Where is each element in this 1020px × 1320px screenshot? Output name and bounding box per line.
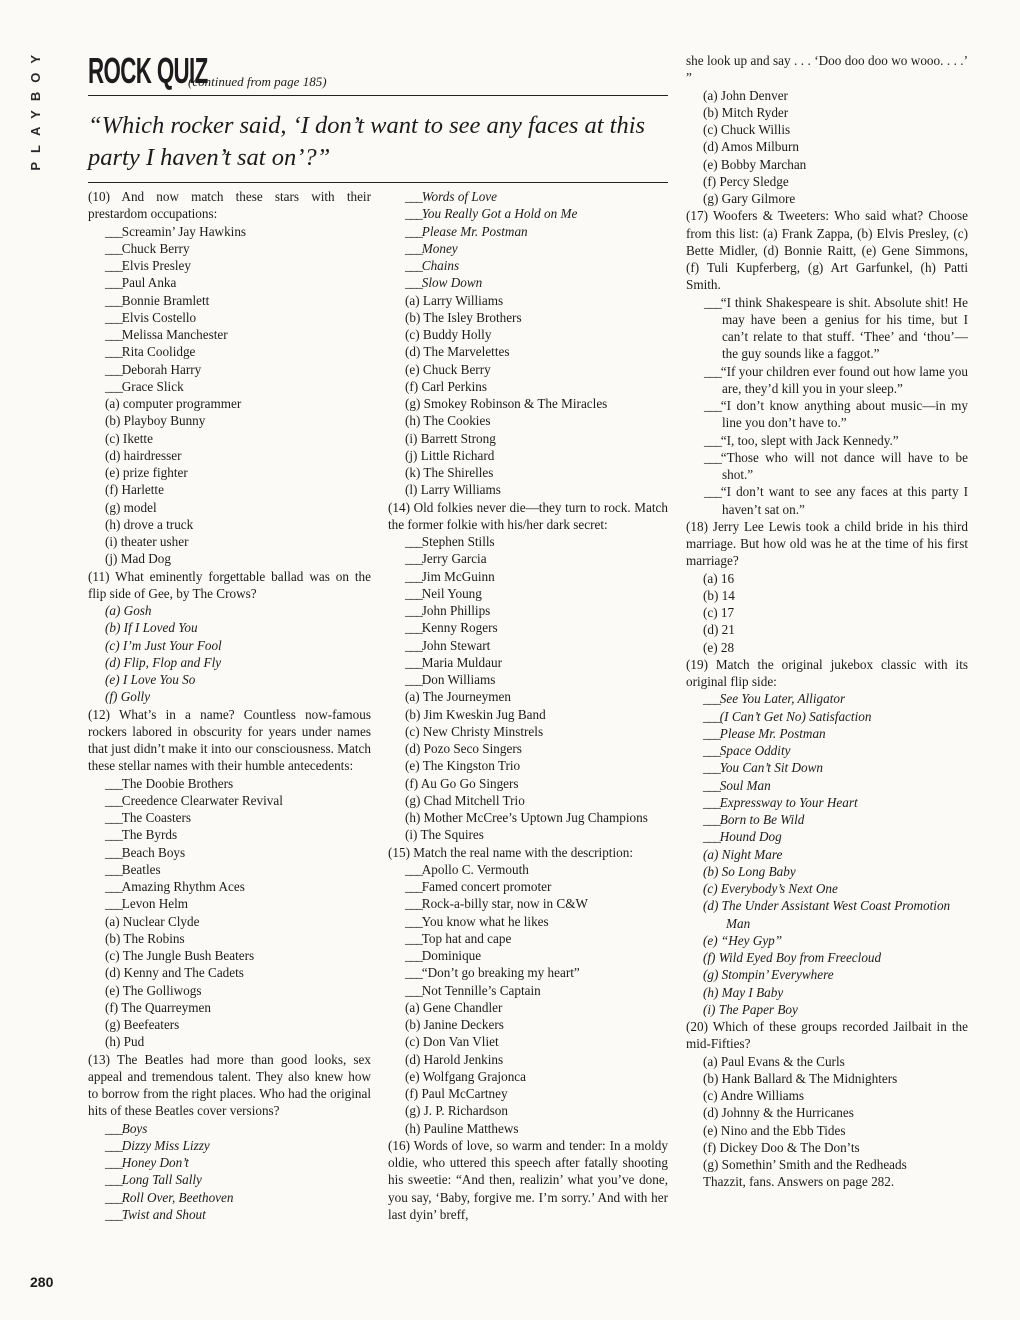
quiz-line: (e) prize fighter xyxy=(105,465,188,480)
quiz-line: ___ Born to Be Wild xyxy=(686,811,968,828)
quiz-line: ___ The Doobie Brothers xyxy=(88,775,371,792)
quiz-line: (i) The Paper Boy xyxy=(703,1001,798,1017)
quiz-line: (b) Hank Ballard & The Midnighters xyxy=(703,1070,898,1086)
quiz-line: ___ Melissa Manchester xyxy=(88,326,371,343)
quiz-line: ___ Money xyxy=(388,240,668,257)
quiz-line: ___ Paul Anka xyxy=(88,274,371,291)
magazine-brand: PLAYBOY xyxy=(28,46,43,171)
quiz-line: (b) Playboy Bunny xyxy=(105,413,206,429)
quiz-line: (f) Carl Perkins xyxy=(405,378,488,394)
quiz-line: (d) The Under Assistant West Coast Promotion Man xyxy=(703,898,951,931)
quiz-line: (a) John Denver xyxy=(703,87,788,103)
quiz-line: ___ Slow Down xyxy=(388,274,668,291)
quiz-line: (j) Little Richard xyxy=(405,447,495,463)
quiz-line: ___ “I, too, slept with Jack Kennedy.” xyxy=(686,432,968,449)
quiz-line: (e) Chuck Berry xyxy=(405,361,491,377)
quiz-line: ___ Chuck Berry xyxy=(88,240,371,257)
quiz-line: (d) Harold Jenkins xyxy=(405,1051,504,1067)
quiz-line: ___ Beach Boys xyxy=(88,844,371,861)
quiz-line: (d) Kenny and The Cadets xyxy=(105,965,244,981)
quiz-line: (f) Au Go Go Singers xyxy=(405,775,519,791)
quiz-line: (b) The Robins xyxy=(105,930,185,946)
quiz-line: ___ See You Later, Alligator xyxy=(686,690,968,707)
quiz-line: ___ “Don’t go breaking my heart” xyxy=(388,964,668,981)
quiz-line: (d) Pozo Seco Singers xyxy=(405,741,522,756)
quiz-line: (g) model xyxy=(105,499,157,515)
quiz-line: (g) Beefeaters xyxy=(105,1017,180,1032)
quiz-line: (a) computer programmer xyxy=(105,396,242,411)
quiz-line: (g) Smokey Robinson & The Miracles xyxy=(405,396,608,411)
quiz-line: (c) The Jungle Bush Beaters xyxy=(105,948,255,963)
quiz-line: ___ You Can’t Sit Down xyxy=(686,759,968,776)
quiz-line: (d) Amos Milburn xyxy=(703,139,799,155)
quiz-line: ___ “I don’t want to see any faces at this party I haven’t sat on.” xyxy=(686,483,968,518)
quiz-line: (b) 14 xyxy=(703,587,735,603)
quiz-line: (c) New Christy Minstrels xyxy=(405,723,544,739)
quiz-line: ___ Jim McGuinn xyxy=(388,568,668,585)
column-middle xyxy=(388,188,668,1223)
quiz-line: ___ You Really Got a Hold on Me xyxy=(388,205,668,222)
quiz-question: (15) Match the real name with the description: xyxy=(388,844,633,860)
quiz-question: (17) Woofers & Tweeters: Who said what? Choose from this list: (a) Frank Zappa, (b) Elvis Presley, (c) Bette Midler, (d) Bonnie Raitt, (e) Gene Simmons, (f) Tuli Kupferberg, (g) Art Garfunkel, (h) Patti Smith. xyxy=(686,208,968,293)
quiz-line: (e) 28 xyxy=(703,639,735,655)
quiz-line: (e) The Kingston Trio xyxy=(405,758,521,774)
quiz-line: ___ “Those who will not dance will have to be shot.” xyxy=(686,449,968,484)
quiz-line: (e) Nino and the Ebb Tides xyxy=(703,1122,846,1138)
quiz-line: (c) Andre Williams xyxy=(703,1088,805,1103)
quiz-line: ___ Famed concert promoter xyxy=(388,878,668,895)
quiz-question: (18) Jerry Lee Lewis took a child bride in his third marriage. But how old was he at the time of his first marriage? xyxy=(686,518,968,569)
pull-quote: “Which rocker said, ‘I don’t want to see any faces at this party I haven’t sat on’?” xyxy=(88,112,646,171)
quiz-line: (c) 17 xyxy=(703,605,735,620)
column-right xyxy=(686,52,968,1191)
quiz-line: ___ Rock-a-billy star, now in C&W xyxy=(388,895,668,912)
quiz-line: (d) The Marvelettes xyxy=(405,344,510,360)
quiz-line: (e) I Love You So xyxy=(105,672,196,687)
quiz-line: (h) Pauline Matthews xyxy=(405,1120,519,1136)
quiz-line: ___ Grace Slick xyxy=(88,378,371,395)
quiz-line: ___ Bonnie Bramlett xyxy=(88,292,371,309)
quiz-line: ___ “I think Shakespeare is shit. Absolute shit! He may have been a genius for his time, but I can’t relate to that stuff. ‘Thee’ and ‘thou’—the guy sounds like a faggot.” xyxy=(686,294,968,363)
quiz-line: (b) The Isley Brothers xyxy=(405,309,522,325)
quiz-question: (16) Words of love, so warm and tender: In a moldy oldie, who uttered this speech after fatally shooting his sweetie: “And then, realizin’ what you’ve done, you say, ‘Baby, forgive me. I’m sorry.’ And with her last dyin’ breff, xyxy=(388,1137,668,1222)
quiz-line: (h) Pud xyxy=(105,1034,145,1050)
quiz-line: (l) Larry Williams xyxy=(405,482,501,498)
quiz-line: (d) 21 xyxy=(703,622,735,638)
quiz-question: (14) Old folkies never die—they turn to rock. Match the former folkie with his/her dark secret: xyxy=(388,499,668,532)
page-number: 280 xyxy=(30,1274,54,1290)
quiz-line: ___ Hound Dog xyxy=(686,828,968,845)
quiz-line: ___ Not Tennille’s Captain xyxy=(388,982,668,999)
quiz-line: ___ Twist and Shout xyxy=(88,1206,371,1223)
column-left xyxy=(88,188,371,1223)
quiz-line: (a) Night Mare xyxy=(703,846,783,862)
quiz-line: ___ Beatles xyxy=(88,861,371,878)
quiz-line: ___ Please Mr. Postman xyxy=(686,725,968,742)
quiz-line: ___ Kenny Rogers xyxy=(388,619,668,636)
quiz-line: ___ Please Mr. Postman xyxy=(388,223,668,240)
quiz-line: ___ Don Williams xyxy=(388,671,668,688)
quiz-line: (g) Chad Mitchell Trio xyxy=(405,792,525,808)
continued-note: (continued from page 185) xyxy=(188,74,327,89)
quiz-line: (a) Nuclear Clyde xyxy=(105,913,200,929)
quiz-line: ___ Maria Muldaur xyxy=(388,654,668,671)
quiz-line: ___ Top hat and cape xyxy=(388,930,668,947)
quiz-line: (i) The Squires xyxy=(405,827,484,843)
quiz-line: (h) May I Baby xyxy=(703,984,784,1000)
quiz-line: ___ Space Oddity xyxy=(686,742,968,759)
quiz-line: ___ Chains xyxy=(388,257,668,274)
quiz-line: ___ Jerry Garcia xyxy=(388,550,668,567)
quiz-question: (10) And now match these stars with their prestardom occupations: xyxy=(88,189,371,222)
quiz-line: (c) I’m Just Your Fool xyxy=(105,637,222,653)
quiz-line: ___ “I don’t know anything about music—in my line you don’t have to.” xyxy=(686,397,968,432)
quiz-line: ___ Screamin’ Jay Hawkins xyxy=(88,223,371,240)
quiz-line: (c) Everybody’s Next One xyxy=(703,881,838,896)
quiz-line: ___ Soul Man xyxy=(686,777,968,794)
quiz-line: (b) If I Loved You xyxy=(105,620,198,636)
quiz-line: (c) Ikette xyxy=(105,430,153,446)
quiz-line: (c) Buddy Holly xyxy=(405,327,492,342)
quiz-line: (j) Mad Dog xyxy=(105,551,171,567)
quiz-question: (19) Match the original jukebox classic with its original flip side: xyxy=(686,656,968,689)
quiz-line: (h) The Cookies xyxy=(405,413,491,429)
quiz-line: ___ Neil Young xyxy=(388,585,668,602)
quiz-question: (12) What’s in a name? Countless now-famous rockers labored in obscurity for years under names that just didn’t make it into our consciousness. Match these stellar names with their humble antecedents: xyxy=(88,706,371,774)
quiz-line: ___ Elvis Costello xyxy=(88,309,371,326)
quiz-line: ___ Dizzy Miss Lizzy xyxy=(88,1137,371,1154)
quiz-line: (e) The Golliwogs xyxy=(105,982,202,998)
quiz-line: (a) Gosh xyxy=(105,603,152,618)
quiz-line: ___ Elvis Presley xyxy=(88,257,371,274)
quiz-line: (g) Gary Gilmore xyxy=(703,191,796,206)
quiz-line: (f) Paul McCartney xyxy=(405,1086,508,1101)
quiz-line: (e) “Hey Gyp” xyxy=(703,932,783,948)
quiz-line: ___ Honey Don’t xyxy=(88,1154,371,1171)
quiz-line: (b) Janine Deckers xyxy=(405,1017,504,1032)
quiz-line: (f) Dickey Doo & The Don’ts xyxy=(703,1139,860,1155)
quiz-line: (i) Barrett Strong xyxy=(405,430,496,446)
quiz-line: (f) Golly xyxy=(105,689,151,705)
quiz-line: ___ Deborah Harry xyxy=(88,361,371,378)
quiz-line: (f) Harlette xyxy=(105,482,164,498)
quiz-line: (g) J. P. Richardson xyxy=(405,1103,508,1119)
quiz-line: ___ Roll Over, Beethoven xyxy=(88,1189,371,1206)
quote-rule xyxy=(88,182,668,183)
quiz-line: (a) Gene Chandler xyxy=(405,999,503,1015)
quiz-line: (k) The Shirelles xyxy=(405,465,494,480)
quiz-line: ___ “If your children ever found out how lame you are, they’d kill you in your sleep.” xyxy=(686,363,968,398)
quiz-line: ___ Amazing Rhythm Aces xyxy=(88,878,371,895)
quiz-line: (f) The Quarreymen xyxy=(105,999,211,1015)
quiz-line: ___ Creedence Clearwater Revival xyxy=(88,792,371,809)
quiz-line: ___ The Coasters xyxy=(88,809,371,826)
quiz-line: (h) drove a truck xyxy=(105,516,194,532)
quiz-line: ___ John Phillips xyxy=(388,602,668,619)
quiz-line: ___ John Stewart xyxy=(388,637,668,654)
article-title: ROCK QUIZ xyxy=(88,50,208,91)
quiz-line: (b) Mitch Ryder xyxy=(703,104,789,120)
quiz-question: (13) The Beatles had more than good looks, sex appeal and tremendous talent. They also knew how to borrow from the right places. Who had the original hits of these Beatles cover versions? xyxy=(88,1051,371,1119)
quiz-line: ___ Expressway to Your Heart xyxy=(686,794,968,811)
quiz-line: (d) hairdresser xyxy=(105,447,182,463)
quiz-line: (a) 16 xyxy=(703,570,735,586)
quiz-line: ___ Long Tall Sally xyxy=(88,1171,371,1188)
quiz-line: ___ Words of Love xyxy=(388,188,668,205)
quiz-line: (d) Flip, Flop and Fly xyxy=(105,654,222,670)
quiz-line: (b) So Long Baby xyxy=(703,863,796,879)
quiz-line: (i) theater usher xyxy=(105,534,189,549)
quiz-question: she look up and say . . . ‘Doo doo doo wo wooo. . . .’ ” xyxy=(686,53,968,86)
quiz-line: (c) Don Van Vliet xyxy=(405,1034,499,1050)
quiz-line: (a) Larry Williams xyxy=(405,292,504,308)
quiz-line: ___ You know what he likes xyxy=(388,913,668,930)
quiz-line: Thazzit, fans. Answers on page 282. xyxy=(703,1174,895,1190)
quiz-line: ___ Dominique xyxy=(388,947,668,964)
quiz-line: (e) Bobby Marchan xyxy=(703,156,807,172)
quiz-line: (d) Johnny & the Hurricanes xyxy=(703,1105,854,1121)
quiz-line: (g) Somethin’ Smith and the Redheads xyxy=(703,1157,907,1172)
quiz-line: (f) Wild Eyed Boy from Freecloud xyxy=(703,950,882,965)
quiz-line: (b) Jim Kweskin Jug Band xyxy=(405,706,546,722)
quiz-line: ___ The Byrds xyxy=(88,826,371,843)
quiz-line: (a) Paul Evans & the Curls xyxy=(703,1053,845,1069)
quiz-question: (11) What eminently forgettable ballad was on the flip side of Gee, by The Crows? xyxy=(88,568,371,601)
quiz-line: (g) Stompin’ Everywhere xyxy=(703,967,834,983)
quiz-line: ___ Boys xyxy=(88,1120,371,1137)
quiz-line: ___ Rita Coolidge xyxy=(88,343,371,360)
article-header xyxy=(88,50,668,171)
quiz-line: (h) Mother McCree’s Uptown Jug Champions xyxy=(405,810,648,825)
header-rule xyxy=(88,95,668,96)
quiz-line: (e) Wolfgang Grajonca xyxy=(405,1068,526,1084)
quiz-question: (20) Which of these groups recorded Jailbait in the mid-Fifties? xyxy=(686,1019,968,1052)
quiz-line: ___ Levon Helm xyxy=(88,895,371,912)
quiz-line: (f) Percy Sledge xyxy=(703,173,789,189)
quiz-line: ___ Apollo C. Vermouth xyxy=(388,861,668,878)
quiz-line: ___ (I Can’t Get No) Satisfaction xyxy=(686,708,968,725)
quiz-line: (c) Chuck Willis xyxy=(703,122,791,137)
quiz-line: (a) The Journeymen xyxy=(405,689,511,705)
quiz-line: ___ Stephen Stills xyxy=(388,533,668,550)
